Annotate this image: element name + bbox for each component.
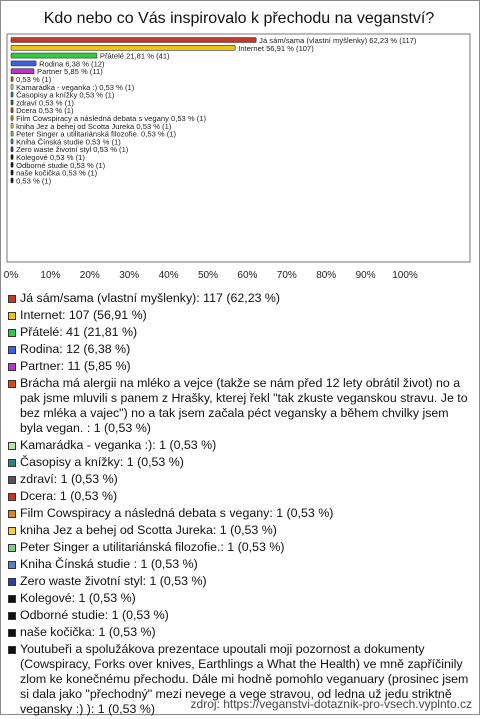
bar-14 [11, 139, 13, 144]
x-tick-label: 0% [3, 270, 19, 281]
legend-item [8, 489, 472, 504]
legend-label: Rodina: 12 (6,38 %) [20, 342, 131, 356]
x-tick-label: 60% [237, 270, 258, 281]
bar-label-15: Zero waste životní styl 0,53 % (1) [16, 145, 129, 155]
legend-swatch [8, 527, 16, 535]
legend-swatch [8, 544, 16, 552]
legend-label: Časopisy a knížky: 1 (0,53 %) [20, 455, 184, 469]
legend-item [8, 342, 472, 357]
legend-label: Odborné studie: 1 (0,53 %) [20, 608, 169, 622]
legend-item [8, 376, 472, 436]
bar-label-12: kniha Jez a behej od Scotta Jureka 0,53 % (1) [16, 121, 172, 131]
legend-item [8, 455, 472, 470]
bar-18 [11, 170, 13, 175]
bar-label-13: Peter Singer a utilitariánská filozofie. 0,53 % (1) [16, 129, 177, 139]
x-tick-label: 100% [392, 270, 418, 281]
bar-label-9: zdraví 0,53 % (1) [16, 98, 74, 108]
bar-13 [11, 131, 13, 136]
legend-label: Přátelé: 41 (21,81 %) [20, 325, 138, 339]
legend-label: Já sám/sama (vlastní myšlenky): 117 (62,23 %) [20, 291, 281, 305]
legend-label: Dcera: 1 (0,53 %) [20, 489, 118, 503]
x-tick-label: 70% [276, 270, 297, 281]
legend-label: naše kočička: 1 (0,53 %) [20, 625, 156, 639]
legend-item [8, 325, 472, 340]
bar-1 [11, 38, 256, 43]
legend-swatch [8, 329, 16, 337]
legend-item [8, 523, 472, 538]
legend-item [8, 608, 472, 623]
bar-16 [11, 155, 13, 160]
legend-swatch [8, 612, 16, 620]
legend-item [8, 359, 472, 374]
legend-label: Brácha má alergii na mléko a vejce (takže se nám před 12 lety obrátil život) no a pak jsme mluvili s panem z Hrašky, kterej řekl "tak zkuste veganskou stravu. Je to bez mléka a vajec") no a tak jsem začala péct vegansky a během chvilky jsem byla vegan. : 1 (0,53 %) [20, 376, 468, 435]
x-tick-label: 80% [316, 270, 337, 281]
legend-label: Zero waste životní styl: 1 (0,53 %) [20, 574, 207, 588]
legend-item [8, 506, 472, 521]
x-tick-label: 40% [158, 270, 179, 281]
bar-3 [11, 53, 97, 58]
legend-label: Internet: 107 (56,91 %) [20, 308, 147, 322]
legend-swatch [8, 595, 16, 603]
legend-swatch [8, 476, 16, 484]
bar-label-14: Kniha Čínská studie 0,53 % (1) [16, 137, 121, 147]
x-tick-label: 50% [197, 270, 219, 281]
bar-label-10: Dcera 0,53 % (1) [16, 106, 74, 116]
bar-5 [11, 69, 34, 74]
bar-11 [11, 116, 13, 121]
legend-label: Partner: 11 (5,85 %) [20, 359, 131, 373]
bar-15 [11, 147, 13, 152]
bar-label-2: Internet 56,91 % (107) [238, 43, 314, 53]
legend-swatch [8, 493, 16, 501]
bar-label-8: Časopisy a knížky 0,53 % (1) [16, 90, 115, 100]
legend-swatch [8, 578, 16, 586]
legend-label: kniha Jez a behej od Scotta Jureka: 1 (0,53 %) [20, 523, 277, 537]
bar-label-6: 0,53 % (1) [16, 75, 52, 84]
bar-4 [11, 61, 36, 66]
legend-label: Kolegové: 1 (0,53 %) [20, 591, 136, 605]
bar-7 [11, 84, 13, 89]
chart-legend [8, 291, 472, 719]
legend-item [8, 591, 472, 606]
legend-item [8, 540, 472, 555]
legend-label: Film Cowspiracy a následná debata s vegany: 1 (0,53 %) [20, 506, 334, 520]
legend-label: zdraví: 1 (0,53 %) [20, 472, 118, 486]
legend-label: Peter Singer a utilitariánská filozofie.: 1 (0,53 %) [20, 540, 285, 554]
legend-item [8, 438, 472, 453]
bar-9 [11, 100, 13, 105]
legend-swatch [8, 510, 16, 518]
bar-label-7: Kamarádka - veganka :) 0,53 % (1) [16, 82, 135, 92]
legend-item [8, 574, 472, 589]
bar-10 [11, 108, 13, 113]
legend-swatch [8, 346, 16, 354]
legend-swatch [8, 442, 16, 450]
legend-swatch [8, 561, 16, 569]
bar-label-17: Odborné studie 0,53 % (1) [16, 160, 106, 170]
bar-17 [11, 162, 13, 167]
bar-8 [11, 92, 13, 97]
bar-label-3: Přátelé 21,81 % (41) [99, 51, 170, 61]
legend-swatch [8, 312, 16, 320]
x-tick-label: 90% [355, 270, 376, 281]
legend-swatch [8, 363, 16, 371]
legend-label: Kniha Čínská studie : 1 (0,53 %) [20, 557, 198, 571]
bar-2 [11, 45, 235, 50]
x-tick-label: 20% [79, 270, 100, 281]
bar-12 [11, 123, 13, 128]
legend-item [8, 291, 472, 306]
chart-title: Kdo nebo co Vás inspirovalo k přechodu na veganství? [43, 10, 435, 27]
bar-chart [0, 0, 480, 290]
bar-label-16: Kolegové 0,53 % (1) [16, 153, 85, 162]
legend-swatch [8, 629, 16, 637]
bar-19 [11, 178, 13, 183]
legend-item [8, 308, 472, 323]
legend-swatch [8, 295, 16, 303]
legend-label: Youtubeři a spolužákova prezentace upoutali moji pozornost a dokumenty (Cowspiracy, Forks over knives, Earthlings a What the Health) ve mně zapříčinily zlom ke konečnému přechodu. Dále mi hodně pomohlo veganuary (prosinec jsem si dala jako "přechodný" mezi nevege a vege stravou, od ledna už jedu striktně vegansky :) ): 1 (0,53 %) [20, 642, 469, 716]
bar-label-4: Rodina 6,38 % (12) [39, 59, 105, 69]
legend-swatch [8, 459, 16, 467]
legend-swatch [8, 646, 16, 654]
legend-item [8, 625, 472, 640]
legend-label: Kamarádka - veganka :): 1 (0,53 %) [20, 438, 217, 452]
bar-label-18: naše kočička 0,53 % (1) [16, 168, 98, 178]
legend-item [8, 472, 472, 487]
bar-label-11: Film Cowspiracy a následná debata s vegany 0,53 % (1) [16, 114, 207, 123]
bar-label-1: Já sám/sama (vlastní myšlenky) 62,23 % (117) [259, 36, 417, 45]
legend-swatch [8, 380, 16, 388]
x-tick-label: 30% [119, 270, 140, 281]
bar-label-5: Partner 5,85 % (11) [37, 67, 103, 77]
source-credit: zdroj: https://veganstvi-dotaznik-pro-vsech.vyplnto.cz [190, 697, 472, 711]
bar-6 [11, 77, 13, 82]
legend-item [8, 557, 472, 572]
bar-label-19: 0,53 % (1) [16, 176, 52, 186]
x-tick-label: 10% [40, 270, 61, 281]
